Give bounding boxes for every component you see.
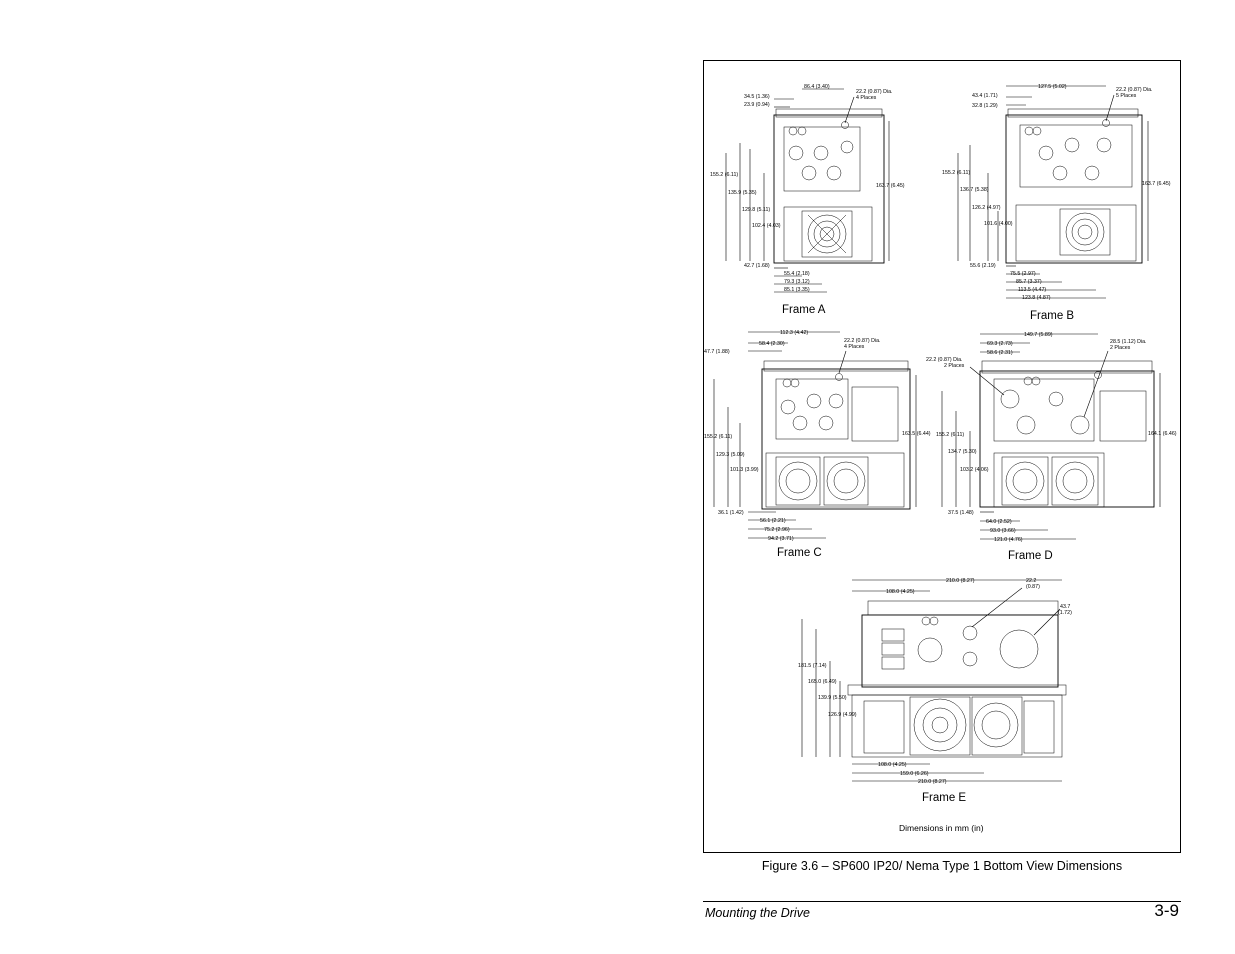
frame-a-label: Frame A [782,304,826,316]
frame-e-left-dim-3: 139.9 (5.50) [818,695,847,701]
frame-b-top-dim-3: 32.8 (1.29) [972,103,998,109]
frame-e-bottom-dim-2: 159.0 (6.26) [900,771,929,777]
frame-a-hole-note-2: 4 Places [856,95,877,101]
frame-c-left-dim-3: 101.3 (3.99) [730,467,759,473]
frame-e-bottom-dim-3: 210.0 (8.27) [918,779,947,785]
frame-b-bottom-dim-1: 55.6 (2.19) [970,263,996,269]
frame-e-left-dim-4: 126.9 (4.99) [828,712,857,718]
frame-d-drawing [926,332,1177,562]
frame-d-top-dim-3: 58.6 (2.31) [987,350,1013,356]
frame-e-bottom-dim-1: 108.0 (4.25) [878,762,907,768]
frame-b-hole-note-2: 5 Places [1116,93,1137,99]
frame-b-bottom-dim-5: 123.8 (4.87) [1022,295,1051,301]
frame-e-top-dim-2: 108.0 (4.25) [886,589,915,595]
frame-d-left-dim-1: 155.2 (6.11) [936,432,965,438]
frame-c-bottom-dim-1: 36.1 (1.42) [718,510,744,516]
frame-c-top-dim-3: 47.7 (1.88) [704,349,730,355]
frame-b-left-dim-2: 136.7 (5.38) [960,187,989,193]
frame-e-top-dim-6: (1.72) [1058,610,1072,616]
frame-d-label: Frame D [1008,550,1053,562]
frame-e-left-dim-2: 165.0 (6.49) [808,679,837,685]
frame-a-top-dim-1: 86.4 (3.40) [804,84,830,90]
frame-b-right-dim: 163.7 (6.45) [1142,181,1171,187]
frame-b-left-dim-3: 126.2 (4.97) [972,205,1001,211]
frame-c-right-dim: 163.5 (6.44) [902,431,931,437]
frame-b-bottom-dim-4: 113.5 (4.47) [1018,287,1047,293]
frame-e-drawing [798,578,1072,804]
frame-e-top-dim-4: (0.87) [1026,584,1040,590]
frame-b-left-dim-4: 101.6 (4.00) [984,221,1013,227]
frame-b-hole-note-1: 22.2 (0.87) Dia. [1116,87,1153,93]
frame-a-bottom-dim-2: 55.4 (2.18) [784,271,810,277]
frame-d-right-dim: 164.1 (6.46) [1148,431,1177,437]
frame-d-hole-note-2: 2 Places [944,363,965,369]
figure-frame [703,60,1181,853]
frame-b-top-dim-2: 43.4 (1.71) [972,93,998,99]
frame-b-bottom-dim-3: 85.7 (3.37) [1016,279,1042,285]
frame-c-bottom-dim-3: 75.2 (2.96) [764,527,790,533]
frame-a-bottom-dim-4: 85.1 (3.35) [784,287,810,293]
page-number: 3-9 [1154,901,1179,920]
footer-divider [703,901,1181,902]
frame-a-top-dim-3: 23.9 (0.94) [744,102,770,108]
frame-d-bottom-dim-2: 64.0 (2.52) [986,519,1012,525]
frame-c-top-dim-2: 58.4 (2.30) [759,341,785,347]
frame-c-bottom-dim-2: 56.1 (2.21) [760,518,786,524]
frame-b-top-dim-1: 127.5 (5.02) [1038,84,1067,90]
frame-c-bottom-dim-4: 94.2 (3.71) [768,536,794,542]
frame-d-top-dim-1: 149.7 (5.89) [1024,332,1053,338]
frame-c-drawing [704,330,931,559]
frame-a-left-dim-1: 155.2 (6.11) [710,172,739,178]
frame-c-left-dim-1: 155.2 (6.11) [704,434,733,440]
units-note: Dimensions in mm (in) [899,823,984,833]
frame-e-label: Frame E [922,792,967,804]
frame-d-bottom-dim-3: 93.0 (3.66) [990,528,1016,534]
frame-d-bottom-dim-1: 37.5 (1.48) [948,510,974,516]
dimension-drawings [704,61,1182,854]
frame-b-drawing [942,84,1171,322]
figure-caption: Figure 3.6 – SP600 IP20/ Nema Type 1 Bottom View Dimensions [761,859,1123,873]
frame-e-top-dim-5: 43.7 [1060,604,1071,610]
frame-c-hole-note-2: 4 Places [844,344,865,350]
frame-a-left-dim-3: 129.8 (5.11) [742,207,771,213]
frame-d-top-dim-2: 69.3 (2.73) [987,341,1013,347]
frame-b-bottom-dim-2: 75.5 (2.97) [1010,271,1036,277]
frame-d-left-dim-3: 103.2 (4.06) [960,467,989,473]
frame-e-left-dim-1: 181.5 (7.14) [798,663,827,669]
footer-section-title: Mounting the Drive [705,906,810,920]
frame-c-top-dim-1: 112.3 (4.42) [780,330,809,336]
frame-c-hole-note-1: 22.2 (0.87) Dia. [844,338,881,344]
frame-c-label: Frame C [777,547,822,559]
frame-e-top-dim-3: 22.2 [1026,578,1037,584]
frame-d-hole-note-3: 28.5 (1.12) Dia. [1110,339,1147,345]
frame-d-left-dim-2: 134.7 (5.30) [948,449,977,455]
frame-c-left-dim-2: 129.3 (5.09) [716,452,745,458]
frame-d-bottom-dim-4: 121.0 (4.76) [994,537,1023,543]
frame-a-bottom-dim-3: 79.3 (3.12) [784,279,810,285]
frame-a-left-dim-4: 102.4 (4.03) [752,223,781,229]
frame-a-bottom-dim-1: 42.7 (1.68) [744,263,770,269]
frame-a-left-dim-2: 135.9 (5.35) [728,190,757,196]
frame-b-label: Frame B [1030,310,1075,322]
frame-d-hole-note-4: 2 Places [1110,345,1131,351]
frame-a-hole-note-1: 22.2 (0.87) Dia. [856,89,893,95]
frame-a-drawing [710,84,905,316]
frame-e-top-dim-1: 210.0 (8.27) [946,578,975,584]
frame-d-hole-note-1: 22.2 (0.87) Dia. [926,357,963,363]
frame-a-top-dim-2: 34.5 (1.36) [744,94,770,100]
frame-b-left-dim-1: 155.2 (6.11) [942,170,971,176]
frame-a-right-dim: 163.7 (6.45) [876,183,905,189]
